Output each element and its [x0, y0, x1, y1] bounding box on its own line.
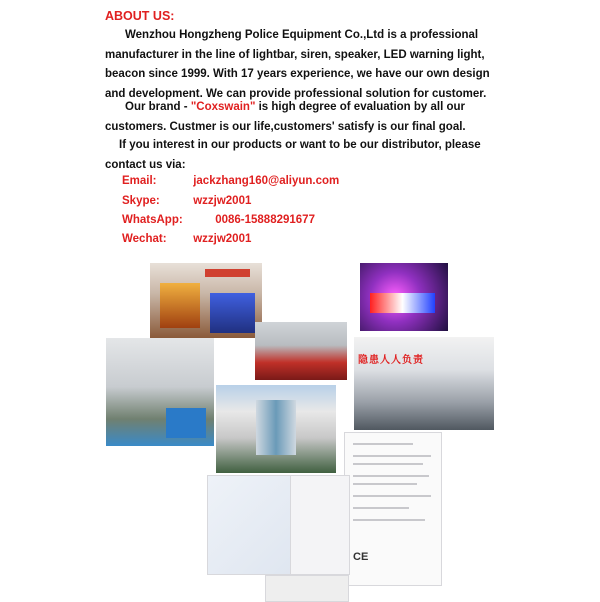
contact-skype-value: wzzjw2001 — [193, 195, 252, 207]
contact-intro-paragraph — [105, 136, 505, 175]
about-us-heading: ABOUT US: — [105, 9, 175, 23]
factory-sign-text: 隐患人人负责 — [358, 355, 424, 366]
contact-wechat-value: wzzjw2001 — [193, 233, 252, 245]
assembly-line-photo — [106, 338, 214, 446]
brand-name: "Coxswain" — [190, 101, 256, 113]
brand-text-before: Our brand - — [125, 101, 191, 113]
contact-whatsapp-row — [122, 211, 315, 230]
lightbar-display-photo — [360, 263, 448, 331]
office-building-photo — [216, 385, 336, 473]
certificate-stamp — [265, 575, 349, 602]
contact-email-label: Email: — [122, 175, 157, 187]
contact-wechat-label: Wechat: — [122, 233, 167, 245]
contact-email-row — [122, 172, 339, 191]
company-intro-text: Wenzhou Hongzheng Police Equipment Co.,Ltd is a professional manufacturer in the line of lightbar, siren, speaker, LED warning light, beacon since 1999. With 17 years experience, we have our own design and development. We can provide professional solution for customer. — [105, 29, 490, 100]
quality-certificate — [290, 475, 350, 575]
contact-skype-label: Skype: — [122, 195, 160, 207]
ce-certificate — [344, 432, 442, 586]
contact-whatsapp-value: 0086-15888291677 — [215, 214, 315, 226]
ce-mark: CE — [353, 551, 369, 563]
company-intro-paragraph — [105, 26, 505, 104]
iso-certificate — [207, 475, 294, 575]
contact-skype-row — [122, 192, 251, 211]
contact-intro-text: If you interest in our products or want to be our distributor, please contact us via: — [105, 139, 481, 171]
showroom-photo — [150, 263, 262, 338]
brand-paragraph — [105, 98, 505, 137]
brand-text-after: is high degree of evaluation by all our customers. Custmer is our life,customers' satisfy is our final goal. — [105, 101, 466, 133]
contact-whatsapp-label: WhatsApp: — [122, 214, 183, 226]
contact-email-value: jackzhang160@aliyun.com — [193, 175, 340, 187]
workshop-photo — [354, 337, 494, 430]
warehouse-photo — [255, 322, 347, 380]
contact-wechat-row — [122, 230, 251, 249]
